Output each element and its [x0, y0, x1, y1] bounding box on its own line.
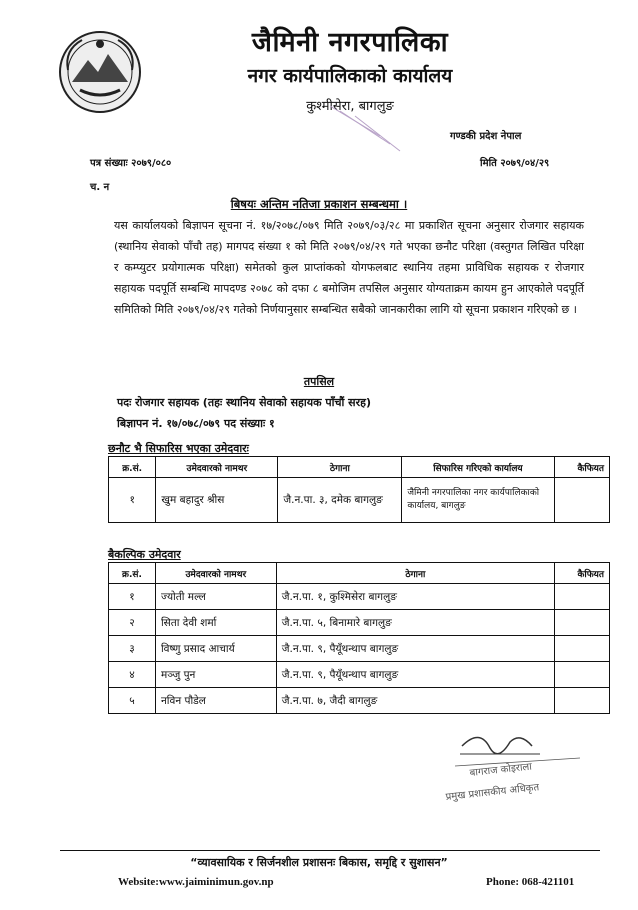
column-header: उमेदवारको नामथर — [155, 563, 276, 584]
remarks — [554, 478, 609, 523]
column-header: कैफियत — [555, 563, 610, 584]
tapasil-heading: तपसिल — [303, 375, 335, 388]
selected-section-title: छनौट भै सिफारिस भएका उमेदवारः — [108, 442, 249, 455]
letter-date: मिति २०७९/०४/२९ — [480, 158, 550, 169]
candidate-name: ज्योती मल्ल — [155, 584, 276, 610]
table-row — [109, 662, 610, 688]
candidate-address: जै.न.पा. १, कुश्मिसेरा बागलुङ — [276, 584, 554, 610]
office-stamp-icon — [320, 96, 430, 166]
candidate-name: मञ्जु पुन — [155, 662, 276, 688]
subject-text: बिषयः अन्तिम नतिजा प्रकाशन सम्बन्धमा । — [230, 197, 408, 211]
remarks — [555, 610, 610, 636]
office-title: नगर कार्यपालिकाको कार्यालय — [247, 65, 453, 87]
serial-number: ४ — [109, 662, 156, 688]
candidate-name: सिता देवी शर्मा — [155, 610, 276, 636]
column-header: ठेगाना — [278, 457, 402, 478]
alternate-candidates-table — [108, 562, 610, 714]
post-title: पदः रोजगार सहायक (तहः स्थानिय सेवाको सहायक पाँचौं सरह) — [117, 396, 371, 409]
column-header: ठेगाना — [276, 563, 554, 584]
column-header: कैफियत — [554, 457, 609, 478]
municipality-title: जैमिनी नगरपालिका — [251, 27, 449, 58]
website-link[interactable]: www.jaiminimun.gov.np — [158, 876, 274, 888]
candidate-address: जै.न.पा. ९, पैयूँथन्थाप बागलुङ — [276, 662, 554, 688]
table-header-row — [109, 457, 610, 478]
serial-number: १ — [109, 584, 156, 610]
website-label: Website: — [118, 876, 159, 888]
signatory-name: बागराज कोइराला — [469, 761, 533, 779]
table-row — [109, 636, 610, 662]
table-row — [109, 584, 610, 610]
signature-stamp-icon — [440, 728, 590, 808]
candidate-name: विष्णु प्रसाद आचार्य — [155, 636, 276, 662]
candidate-address: जै.न.पा. ३, दमेक बागलुङ — [278, 478, 402, 523]
signatory-title: प्रमुख प्रशासकीय अधिकृत — [445, 782, 540, 803]
table-header-row — [109, 563, 610, 584]
advertisement-number: बिज्ञापन नं. १७/०७८/०७९ पद संख्याः १ — [117, 417, 275, 430]
column-header: सिफारिस गरिएको कार्यालय — [402, 457, 554, 478]
footer-website — [118, 876, 274, 888]
office-address: कुश्मीसेरा, बागलुङ — [306, 99, 394, 114]
candidate-name: नविन पौडेल — [155, 688, 276, 714]
notice-body: यस कार्यालयको बिज्ञापन सूचना नं. १७/२०७८/०७९ मिति २०७९/०३/२८ मा प्रकाशित सूचना अनुसार रोजगार सहायक (स्थानिय सेवाको पाँचौ तह) मागपद संख्या १ को मिति २०७९/०४/२९ गते भएका छनौट परिक्षा (वस्तुगत लिखित परिक्षा र कम्प्युटर प्रयोगात्मक परिक्षा) समेतको कुल प्राप्तांकको योगफलबाट स्थानिय तहमा प्राविधिक सहायक र रोजगार सहायक पदपूर्ति सम्बन्धि मापदण्ड २०७८ को दफा ८ बमोजिम तपसिल अनुसार योग्यताक्रम कायम हुन आएकोले पदपूर्ति समितिको मिति २०७९/०४/२९ गतेको निर्णयानुसार सम्बन्धित सबैको जानकारीका लागि यो सूचना प्रकाशन गरिएको छ । — [114, 219, 584, 316]
footer-divider — [60, 850, 600, 851]
footer-motto: “व्यावसायिक र सिर्जनशील प्रशासनः बिकास, समृद्दि र सुशासन” — [190, 856, 448, 869]
column-header: उमेदवारको नामथर — [156, 457, 278, 478]
nepal-emblem-icon — [58, 30, 142, 114]
table-row — [109, 610, 610, 636]
province-label: गण्डकी प्रदेश नेपाल — [450, 131, 522, 142]
serial-number: २ — [109, 610, 156, 636]
remarks — [555, 636, 610, 662]
serial-number: ३ — [109, 636, 156, 662]
serial-number: १ — [109, 478, 156, 523]
candidate-address: जै.न.पा. ५, बिनामारे बागलुङ — [276, 610, 554, 636]
remarks — [555, 662, 610, 688]
selected-candidates-table — [108, 456, 610, 523]
column-header: क्र.सं. — [109, 563, 156, 584]
table-row — [109, 688, 610, 714]
footer-phone: Phone: 068-421101 — [486, 876, 575, 888]
remarks — [555, 584, 610, 610]
subject-line — [0, 197, 638, 212]
remarks — [555, 688, 610, 714]
alternate-section-title: बैकल्पिक उमेदवार — [108, 548, 181, 561]
dispatch-number: च. न — [90, 182, 110, 193]
candidate-address: जै.न.पा. ९, पैयूँथन्थाप बागलुङ — [276, 636, 554, 662]
reference-number: पत्र संख्याः २०७९/०८० — [90, 158, 172, 169]
table-row — [109, 478, 610, 523]
candidate-address: जै.न.पा. ७, जैदी बागलुङ — [276, 688, 554, 714]
recommended-office: जैमिनी नगरपालिका नगर कार्यपालिकाको कार्यालय, बागलुङ — [402, 478, 554, 523]
serial-number: ५ — [109, 688, 156, 714]
column-header: क्र.सं. — [109, 457, 156, 478]
candidate-name: खुम बहादुर श्रीस — [156, 478, 278, 523]
